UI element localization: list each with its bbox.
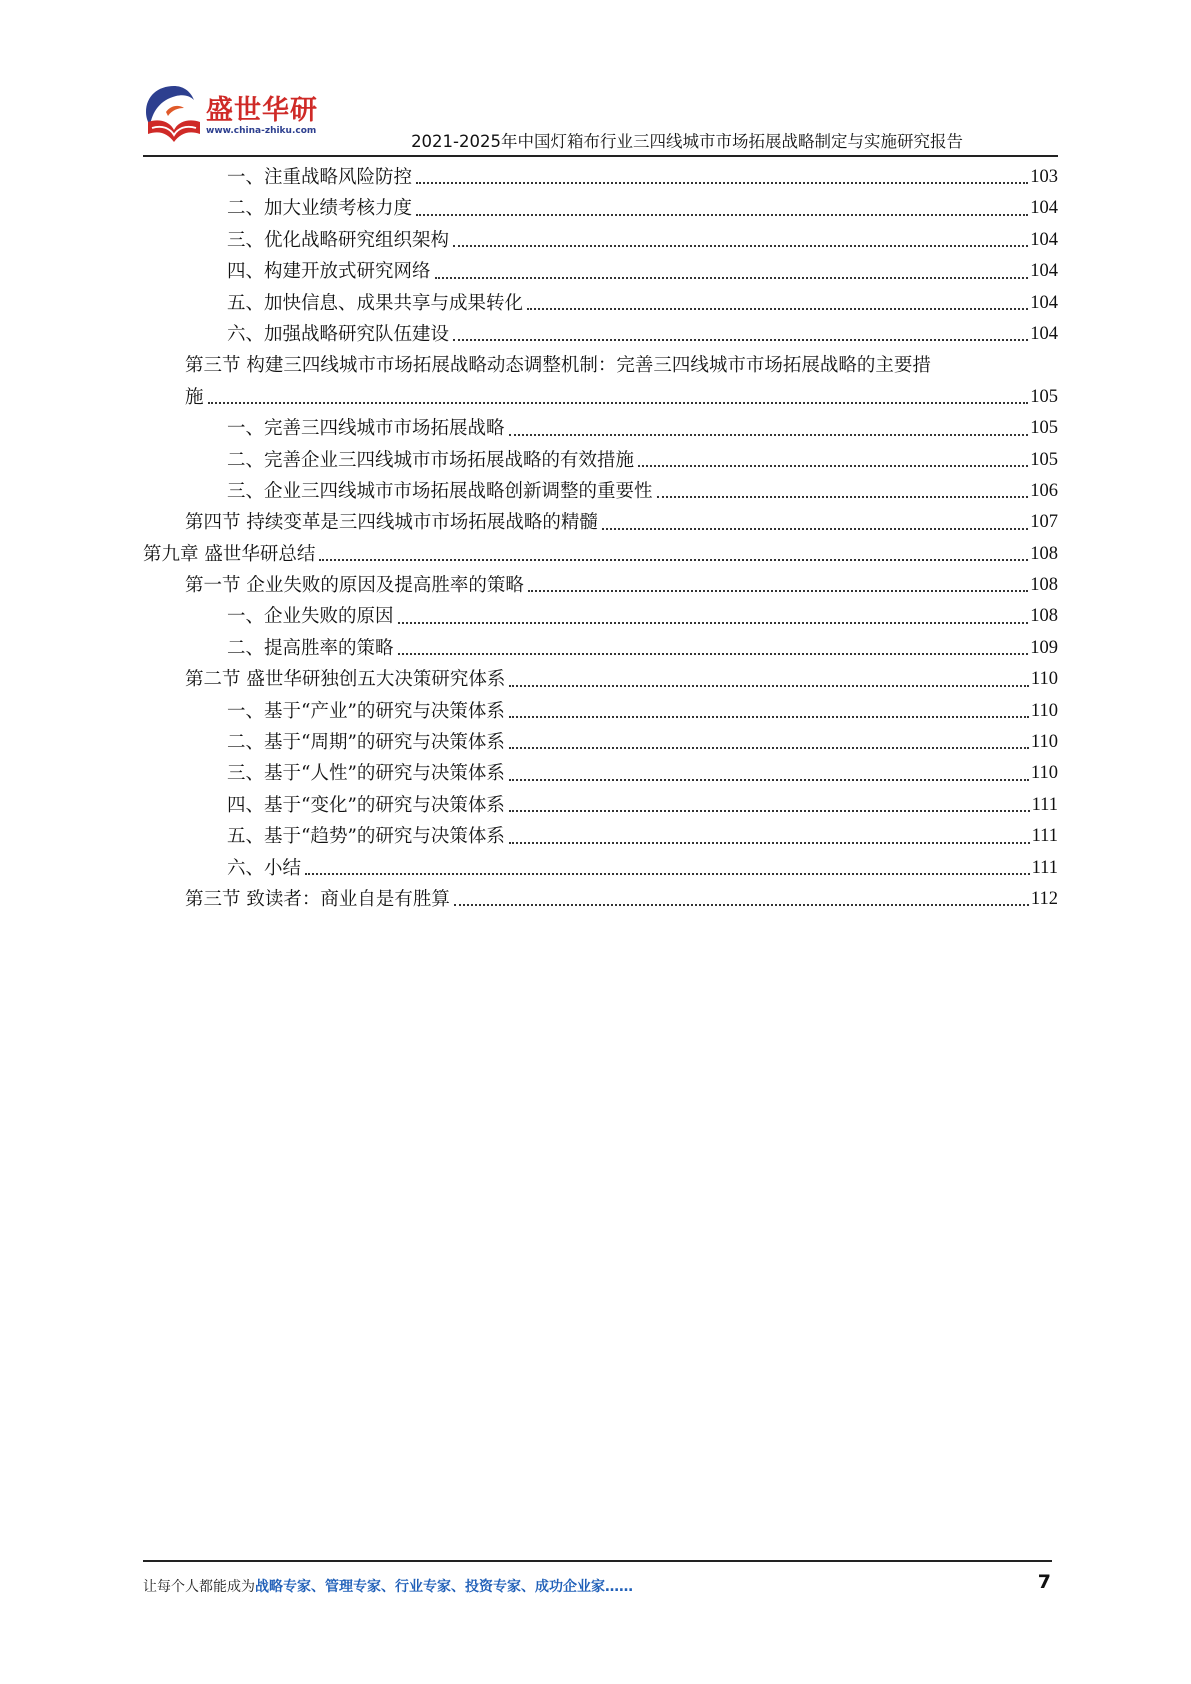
toc-entry-title: 第九章 盛世华研总结	[143, 543, 316, 565]
toc-page-number: 110	[1030, 763, 1058, 784]
toc-entry-title: 一、基于“产业”的研究与决策体系	[227, 700, 505, 722]
footer-slogan	[143, 1576, 633, 1596]
toc-entry-title: 第一节 企业失败的原因及提高胜率的策略	[185, 575, 524, 597]
toc-leader-dots	[453, 338, 1028, 341]
toc-page-number: 108	[1030, 543, 1058, 564]
toc-leader-dots	[398, 621, 1029, 624]
toc-page-number: 111	[1031, 794, 1058, 815]
toc-leader-dots	[509, 778, 1029, 781]
toc-entry[interactable]	[143, 445, 1058, 476]
toc-page-number: 110	[1030, 732, 1058, 753]
toc-entry-title: 一、完善三四线城市市场拓展战略	[227, 418, 505, 440]
toc-leader-dots	[602, 527, 1028, 530]
toc-leader-dots	[435, 276, 1029, 279]
toc-entry[interactable]	[143, 350, 1058, 413]
toc-leader-dots	[638, 464, 1028, 467]
toc-leader-dots	[319, 558, 1028, 561]
toc-entry[interactable]	[143, 256, 1058, 287]
toc-entry-title: 二、加大业绩考核力度	[227, 198, 413, 220]
toc-page-number: 106	[1030, 480, 1058, 501]
toc-leader-dots	[657, 495, 1029, 498]
toc-entry[interactable]	[143, 601, 1058, 632]
toc-entry-title: 三、优化战略研究组织架构	[227, 229, 450, 251]
toc-entry[interactable]	[143, 288, 1058, 319]
toc-entry[interactable]	[143, 225, 1058, 256]
toc-entry[interactable]	[143, 507, 1058, 538]
toc-page-number: 105	[1030, 386, 1058, 407]
toc-entry-title: 二、完善企业三四线城市市场拓展战略的有效措施	[227, 449, 635, 471]
toc-entry[interactable]	[143, 476, 1058, 507]
toc-leader-dots	[208, 401, 1029, 404]
toc-entry[interactable]	[143, 821, 1058, 852]
footer-divider	[143, 1560, 1052, 1562]
toc-leader-dots	[509, 746, 1029, 749]
toc-page-number: 110	[1030, 700, 1058, 721]
toc-leader-dots	[398, 652, 1029, 655]
brand-logo	[140, 82, 318, 152]
toc-entry[interactable]	[143, 570, 1058, 601]
toc-entry[interactable]	[143, 727, 1058, 758]
logo-url: www.china-zhiku.com	[206, 126, 317, 136]
toc-entry[interactable]	[143, 633, 1058, 664]
toc-leader-dots	[509, 715, 1029, 718]
toc-page-number: 105	[1030, 418, 1058, 439]
toc-leader-dots	[416, 213, 1028, 216]
toc-entry-title-cont: 施	[185, 386, 204, 408]
toc-page-number: 108	[1030, 575, 1058, 596]
toc-leader-dots	[509, 684, 1029, 687]
toc-page-number: 112	[1030, 888, 1058, 909]
toc-entry-title: 四、基于“变化”的研究与决策体系	[227, 794, 505, 816]
toc-entry[interactable]	[143, 853, 1058, 884]
toc-page-number: 111	[1031, 857, 1058, 878]
toc-entry-title: 一、注重战略风险防控	[227, 166, 413, 188]
toc-leader-dots	[509, 841, 1030, 844]
toc-page-number: 107	[1030, 512, 1058, 533]
toc-entry[interactable]	[143, 193, 1058, 224]
toc-entry-title: 二、提高胜率的策略	[227, 637, 394, 659]
toc-page-number: 111	[1031, 826, 1058, 847]
slogan-highlight: 战略专家、管理专家、行业专家、投资专家、成功企业家……	[255, 1579, 633, 1595]
toc-leader-dots	[305, 872, 1030, 875]
toc-entry[interactable]	[143, 696, 1058, 727]
toc-entry-title: 第二节 盛世华研独创五大决策研究体系	[185, 669, 506, 691]
toc-entry-title: 第三节 构建三四线城市市场拓展战略动态调整机制：完善三四线城市市场拓展战略的主要措	[185, 355, 931, 377]
table-of-contents	[143, 162, 1058, 915]
toc-entry-title: 一、企业失败的原因	[227, 606, 394, 628]
toc-entry[interactable]	[143, 162, 1058, 193]
toc-page-number: 108	[1030, 606, 1058, 627]
toc-entry-title: 六、小结	[227, 857, 302, 879]
toc-entry[interactable]	[143, 884, 1058, 915]
toc-entry-title: 五、加快信息、成果共享与成果转化	[227, 292, 524, 314]
logo-text: 盛世华研	[206, 95, 318, 126]
toc-entry-title: 六、加强战略研究队伍建设	[227, 323, 450, 345]
toc-entry-title: 五、基于“趋势”的研究与决策体系	[227, 826, 505, 848]
toc-entry[interactable]	[143, 413, 1058, 444]
slogan-lead: 让每个人都能成为	[143, 1579, 255, 1595]
toc-entry[interactable]	[143, 790, 1058, 821]
toc-page-number: 110	[1030, 669, 1058, 690]
toc-entry-title: 二、基于“周期”的研究与决策体系	[227, 732, 505, 754]
toc-leader-dots	[509, 433, 1029, 436]
toc-page-number: 105	[1030, 449, 1058, 470]
toc-entry[interactable]	[143, 319, 1058, 350]
toc-page-number: 104	[1030, 261, 1058, 282]
toc-entry[interactable]	[143, 664, 1058, 695]
toc-entry-title: 第三节 致读者：商业自是有胜算	[185, 888, 450, 910]
toc-leader-dots	[527, 307, 1028, 310]
toc-entry-title: 第四节 持续变革是三四线城市市场拓展战略的精髓	[185, 512, 598, 534]
toc-page-number: 104	[1030, 198, 1058, 219]
toc-page-number: 109	[1030, 637, 1058, 658]
toc-entry[interactable]	[143, 539, 1058, 570]
toc-leader-dots	[509, 809, 1030, 812]
toc-entry-title: 四、构建开放式研究网络	[227, 261, 431, 283]
toc-entry[interactable]	[143, 758, 1058, 789]
toc-page-number: 104	[1030, 323, 1058, 344]
header-divider	[143, 155, 1058, 157]
toc-page-number: 103	[1030, 166, 1058, 187]
toc-entry-title: 三、企业三四线城市市场拓展战略创新调整的重要性	[227, 480, 653, 502]
toc-leader-dots	[416, 181, 1028, 184]
logo-book-icon	[140, 82, 208, 148]
toc-page-number: 104	[1030, 292, 1058, 313]
toc-leader-dots	[528, 589, 1028, 592]
page-number: 7	[1037, 1571, 1051, 1593]
toc-page-number: 104	[1030, 229, 1058, 250]
toc-leader-dots	[454, 903, 1029, 906]
report-title: 2021-2025年中国灯箱布行业三四线城市市场拓展战略制定与实施研究报告	[411, 132, 963, 151]
toc-entry-title: 三、基于“人性”的研究与决策体系	[227, 763, 505, 785]
toc-leader-dots	[453, 244, 1028, 247]
